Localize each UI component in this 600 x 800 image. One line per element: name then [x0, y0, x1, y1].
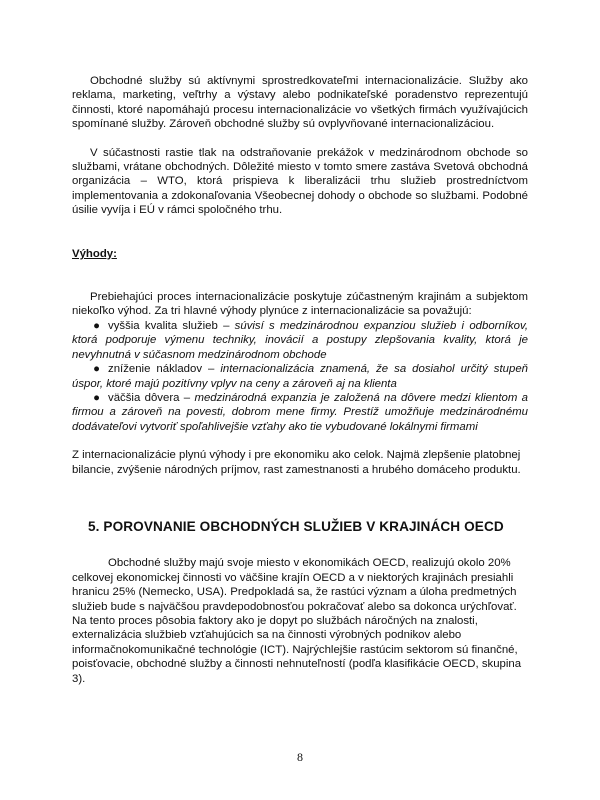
advantage-title: vyššia kvalita služieb – — [108, 319, 235, 332]
bullet-icon: ● — [93, 319, 100, 332]
advantage-description: súvisí s medzinárodnou expanziou služieb i odborníkov, ktorá podporuje výmenu techniky, inovácií a postupy zlepšovania kvality, ktorá je nevyhnutná v súčasnom medzinárodnom obchode — [72, 319, 529, 361]
page-number: 8 — [297, 750, 303, 764]
advantages-heading: Výhody: — [72, 247, 117, 260]
advantage-item — [72, 391, 528, 434]
oecd-paragraph: Obchodné služby majú svoje miesto v ekonomikách OECD, realizujú okolo 20% celkovej ekonomickej činnosti vo väčšine krajín OECD a v niektorých krajinách presiahli hranicu 25% (Nemecko, USA). Predpokladá sa, že rastúci význam a úloha predmetných služieb bude s najväčšou pravdepodobnosťou pokračovať alebo sa dokonca urýchľovať. Na tento proces pôsobia faktory ako je dopyt po službách náročných na znalosti, externalizácia službieb vzťahujúcich sa na činnosti výrobných podnikov alebo informačnokomunikačné technológie (ICT). Najrýchlejšie rastúcim sektorom sú finančné, poisťovacie, obchodné služby a činnosti nehnuteľností (podľa klasifikácie OECD, skupina 3). — [72, 557, 522, 685]
advantage-item — [72, 319, 528, 362]
intro-paragraph-2: V súčastnosti rastie tlak na odstraňovanie prekážok v medzinárodnom obchode so službami, vrátane obchodných. Dôležité miesto v tomto smere zastáva Svetová obchodná organizácia – WTO, ktorá prispieva k liberalizácii trhu služieb prostredníctvom implementovania a zdokonaľovania Všeobecnej dohody o obchode so službami. Podobné úsilie vyvíja i EÚ v rámci spoločného trhu. — [72, 146, 528, 217]
economy-paragraph: Z internacionalizácie plynú výhody i pre ekonomiku ako celok. Najmä zlepšenie platobnej bilancie, zvýšenie národných príjmov, rast zamestnanosti a hrubého domáceho produktu. — [72, 449, 521, 476]
advantage-title: zníženie nákladov – — [108, 363, 221, 376]
document-page — [72, 74, 528, 686]
advantages-intro: Prebiehajúci proces internacionalizácie poskytuje zúčastneným krajinám a subjektom niekoľko výhod. Za tri hlavné výhody plynúce z internacionalizácie sa považujú: — [72, 291, 528, 318]
advantage-description: medzinárodná expanzia je založená na dôvere medzi klientom a firmou a zároveň na povesti, dobrom mene firmy. Prestíž umožňuje medzinárodnému dodávateľovi vytvoriť spoľahlivejšie vzťahy ako tie vybudované lokálnymi firmami — [72, 391, 528, 433]
section-title: 5. POROVNANIE OBCHODNÝCH SLUŽIEB V KRAJINÁCH OECD — [88, 518, 504, 534]
bullet-icon: ● — [93, 391, 100, 404]
advantage-item — [72, 362, 528, 391]
advantage-title: väčšia dôvera – — [108, 391, 195, 404]
advantages-list — [72, 319, 528, 434]
intro-paragraph-1: Obchodné služby sú aktívnymi sprostredkovateľmi internacionalizácie. Služby ako reklama, marketing, veľtrhy a výstavy alebo podnikateľské poradenstvo reprezentujú činnosti, ktoré napomáhajú procesu internacionalizácie vo všetkých firmách využívajúcich spomínané služby. Zároveň obchodné služby sú ovplyvňované internacionalizáciou. — [72, 75, 528, 131]
bullet-icon: ● — [93, 363, 100, 376]
advantage-description: internacionalizácia znamená, že sa dosiahol určitý stupeň úspor, ktoré majú pozitívny vplyv na ceny a zároveň aj na klienta — [72, 363, 528, 390]
